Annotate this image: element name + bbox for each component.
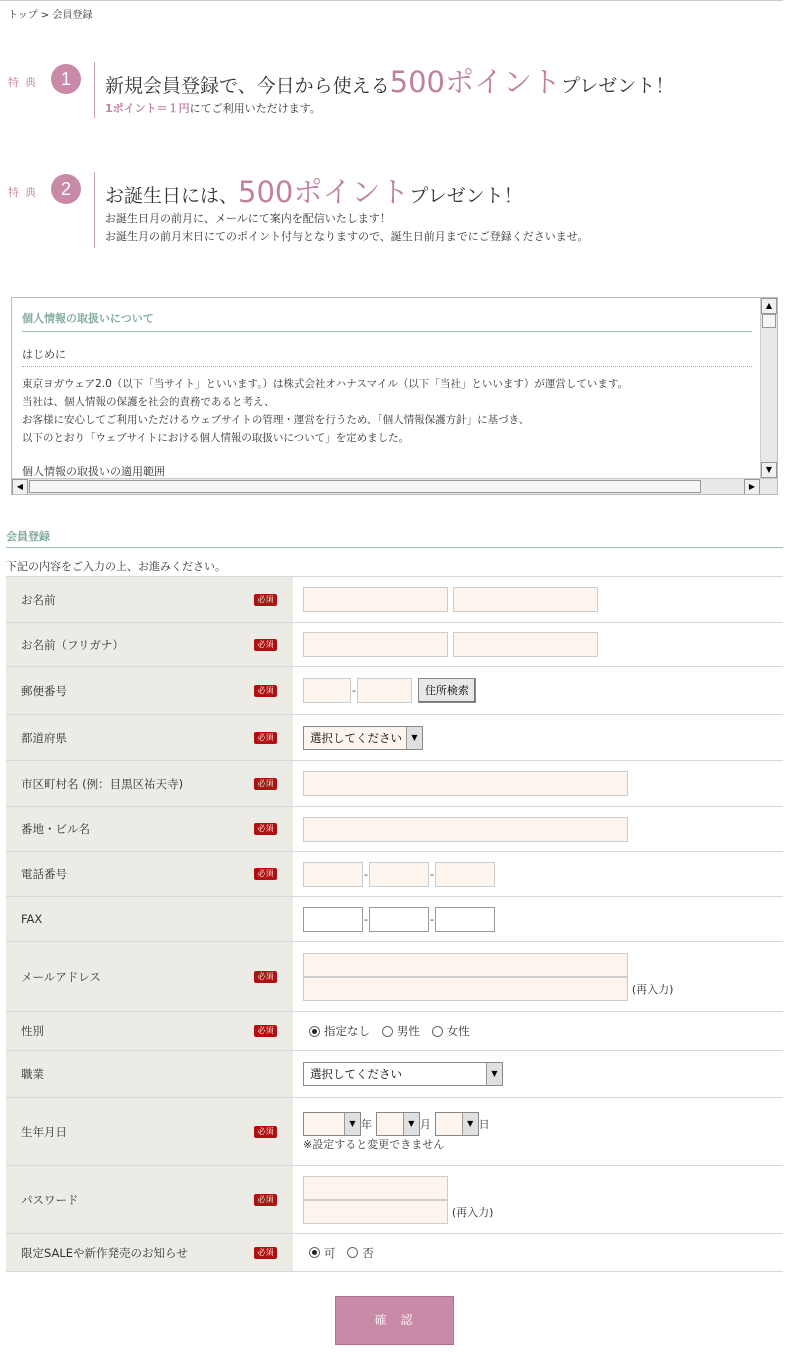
job-label: 職業 — [21, 1067, 44, 1081]
first-name-input[interactable] — [453, 587, 598, 612]
email-input[interactable] — [303, 953, 628, 977]
field-value-cell — [293, 1098, 783, 1166]
first-name-kana-input[interactable] — [453, 632, 598, 657]
reinput-note: (再入力) — [451, 1205, 494, 1219]
field-label-cell — [6, 623, 293, 667]
field-label-cell — [6, 1234, 293, 1272]
privacy-policy-content — [22, 310, 752, 479]
policy-section-heading: 個人情報の取扱いの適用範囲 — [22, 465, 165, 478]
registration-form — [6, 576, 783, 1272]
city-input[interactable] — [303, 771, 628, 796]
field-value-cell — [293, 623, 783, 667]
policy-paragraph — [22, 375, 752, 447]
benefit-line-1: お誕生日月の前月に、メールにて案内を配信いたします！ — [105, 212, 391, 225]
gender-female-label: 女性 — [446, 1024, 470, 1038]
field-label-cell — [6, 1166, 293, 1234]
tel-first-input[interactable] — [303, 862, 363, 887]
tel-dash: - — [364, 867, 368, 881]
benefit-heading-post: プレゼント！ — [409, 185, 523, 207]
policy-section-heading: はじめに — [22, 346, 752, 367]
gender-label: 性別 — [21, 1024, 44, 1038]
field-value-cell — [293, 577, 783, 623]
password-input[interactable] — [303, 1176, 448, 1200]
address-label: 番地・ビル名 — [21, 822, 90, 836]
field-value-cell — [293, 715, 783, 761]
gender-none-label: 指定なし — [324, 1024, 370, 1038]
scroll-right-icon[interactable]: ▶ — [744, 479, 760, 495]
field-value-cell — [293, 897, 783, 942]
zip-second-input[interactable] — [357, 678, 412, 703]
address-search-button[interactable]: 住所検索 — [418, 678, 476, 703]
benefit-line-2: お誕生月の前月末日にてのポイント付与となりますので、誕生日前月までにご登録くださいませ。 — [105, 230, 589, 243]
email-label: メールアドレス — [21, 969, 101, 984]
horizontal-scroll-thumb[interactable] — [29, 480, 701, 493]
field-value-cell — [293, 1234, 783, 1272]
privacy-policy-box[interactable] — [11, 297, 778, 495]
form-row-city — [6, 761, 783, 807]
policy-line: 当社は、個人情報の保護を社会的責務であると考え、 — [22, 396, 275, 408]
form-row-fax — [6, 897, 783, 942]
field-label-cell — [6, 761, 293, 807]
name-label: お名前 — [21, 592, 56, 607]
tel-dash: - — [430, 867, 434, 881]
form-row-job — [6, 1051, 783, 1098]
birth-day-unit: 日 — [478, 1117, 490, 1131]
field-value-cell — [293, 942, 783, 1012]
breadcrumb-separator: > — [40, 10, 50, 21]
field-label-cell — [6, 942, 293, 1012]
benefit-heading-post: プレゼント！ — [560, 75, 675, 97]
gender-none-radio[interactable] — [309, 1026, 320, 1037]
zip-label: 郵便番号 — [21, 683, 67, 698]
policy-line: 東京ヨガウェア2.0（以下「当サイト」といいます。）は株式会社オハナスマイル（以下「当社」といいます）が運営しています。 — [22, 378, 629, 390]
benefit-heading-pre: 新規会員登録で、今日から使える — [105, 75, 390, 97]
fax-label: FAX — [21, 912, 43, 926]
form-row-password — [6, 1166, 783, 1234]
birth-label: 生年月日 — [21, 1124, 67, 1139]
policy-line: お客様に安心してご利用いただけるウェブサイトの管理・運営を行うため、「個人情報保護方針」に基づき、 — [22, 414, 530, 426]
chevron-down-icon: ▼ — [406, 727, 422, 749]
field-value-cell — [293, 807, 783, 852]
email-confirm-input[interactable] — [303, 977, 628, 1001]
benefit-heading — [105, 170, 523, 211]
form-row-name — [6, 577, 783, 623]
benefit-divider — [94, 62, 95, 118]
tel-third-input[interactable] — [435, 862, 495, 887]
field-label-cell — [6, 1051, 293, 1098]
required-badge: 必須 — [254, 1126, 277, 1138]
birth-month-select[interactable] — [376, 1112, 420, 1136]
benefit-points: 500ポイント — [238, 175, 410, 209]
vertical-scroll-thumb[interactable] — [762, 314, 776, 328]
field-label-cell — [6, 667, 293, 715]
news-no-radio[interactable] — [347, 1247, 358, 1258]
job-select-value: 選択してください — [310, 1067, 402, 1081]
birth-note: ※設定すると変更できません — [303, 1137, 445, 1151]
field-value-cell — [293, 1166, 783, 1234]
field-value-cell — [293, 761, 783, 807]
city-label: 市区町村名 (例：目黒区祐天寺) — [21, 776, 184, 791]
form-section-divider — [6, 547, 783, 548]
news-yes-label: 可 — [324, 1245, 336, 1260]
gender-male-label: 男性 — [396, 1024, 420, 1038]
form-row-email — [6, 942, 783, 1012]
fax-first-input[interactable] — [303, 907, 363, 932]
benefit-number-badge: 1 — [51, 64, 81, 94]
required-badge: 必須 — [254, 1025, 277, 1037]
last-name-input[interactable] — [303, 587, 448, 612]
benefit-tag: 特典 — [8, 186, 42, 199]
kana-label: お名前（フリガナ） — [21, 637, 124, 652]
gender-male-radio[interactable] — [382, 1026, 393, 1037]
tel-label: 電話番号 — [21, 867, 67, 881]
prefecture-select-value: 選択してください — [310, 730, 402, 745]
zip-dash: - — [352, 684, 356, 697]
form-row-pref — [6, 715, 783, 761]
field-label-cell — [6, 852, 293, 897]
password-confirm-input[interactable] — [303, 1200, 448, 1224]
benefit-number-badge: 2 — [51, 174, 81, 204]
fax-third-input[interactable] — [435, 907, 495, 932]
birth-year-select[interactable] — [303, 1112, 361, 1136]
field-value-cell — [293, 667, 783, 715]
field-label-cell — [6, 1012, 293, 1051]
field-value-cell — [293, 1012, 783, 1051]
form-row-kana — [6, 623, 783, 667]
form-row-news — [6, 1234, 783, 1272]
required-badge: 必須 — [254, 685, 277, 697]
scroll-up-icon[interactable]: ▲ — [761, 298, 777, 314]
fax-second-input[interactable] — [369, 907, 429, 932]
scroll-left-icon[interactable]: ◀ — [12, 479, 28, 495]
required-badge: 必須 — [254, 868, 277, 880]
gender-female-radio[interactable] — [432, 1026, 443, 1037]
field-label-cell — [6, 807, 293, 852]
news-no-label: 否 — [362, 1245, 374, 1260]
form-row-tel — [6, 852, 783, 897]
reinput-note: (再入力) — [631, 982, 674, 996]
benefit-subtext — [105, 210, 588, 246]
privacy-policy-title: 個人情報の取扱いについて — [22, 310, 752, 332]
field-label-cell — [6, 1098, 293, 1166]
field-label-cell — [6, 897, 293, 942]
zip-first-input[interactable] — [303, 678, 351, 703]
benefit-divider — [94, 172, 95, 248]
birth-day-select[interactable] — [435, 1112, 479, 1136]
confirm-button[interactable]: 確認 — [335, 1296, 454, 1345]
benefit-tag: 特典 — [8, 76, 42, 89]
required-badge: 必須 — [254, 732, 277, 744]
field-value-cell — [293, 1051, 783, 1098]
breadcrumb-current: 会員登録 — [52, 10, 93, 21]
benefit-heading-pre: お誕生日には、 — [105, 185, 239, 207]
job-select[interactable] — [303, 1062, 503, 1086]
news-label: 限定SALEや新作発売のお知らせ — [21, 1245, 188, 1260]
benefit-heading — [105, 60, 674, 101]
chevron-down-icon: ▼ — [403, 1113, 419, 1135]
form-row-zip — [6, 667, 783, 715]
tel-second-input[interactable] — [369, 862, 429, 887]
horizontal-scrollbar[interactable] — [12, 478, 777, 494]
scroll-down-icon[interactable]: ▼ — [761, 462, 777, 478]
password-label: パスワード — [21, 1192, 79, 1207]
vertical-scrollbar[interactable] — [760, 298, 777, 478]
point-rate: 1ポイント＝１円 — [105, 102, 190, 115]
required-badge: 必須 — [254, 594, 277, 606]
required-badge: 必須 — [254, 1194, 277, 1206]
form-row-birth — [6, 1098, 783, 1166]
field-label-cell — [6, 577, 293, 623]
birth-month-unit: 月 — [419, 1117, 431, 1131]
benefit-subtext — [105, 100, 321, 118]
address-input[interactable] — [303, 817, 628, 842]
last-name-kana-input[interactable] — [303, 632, 448, 657]
chevron-down-icon: ▼ — [486, 1063, 502, 1085]
point-rate-note: にてご利用いただけます。 — [189, 102, 321, 115]
chevron-down-icon: ▼ — [344, 1113, 360, 1135]
fax-dash: - — [364, 912, 368, 926]
news-yes-radio[interactable] — [309, 1247, 320, 1258]
form-intro: 下記の内容をご入力の上、お進みください。 — [6, 560, 226, 573]
required-badge: 必須 — [254, 823, 277, 835]
fax-dash: - — [430, 912, 434, 926]
form-row-gender — [6, 1012, 783, 1051]
prefecture-select[interactable] — [303, 726, 423, 750]
breadcrumb-home-link[interactable]: トップ — [8, 10, 38, 21]
field-value-cell — [293, 852, 783, 897]
pref-label: 都道府県 — [21, 730, 67, 745]
breadcrumb — [8, 6, 92, 21]
form-section-title: 会員登録 — [6, 530, 50, 543]
required-badge: 必須 — [254, 971, 277, 983]
top-divider — [0, 0, 783, 1]
birth-year-unit: 年 — [361, 1117, 372, 1131]
policy-line: 以下のとおり「ウェブサイトにおける個人情報の取扱いについて」を定めました。 — [22, 432, 410, 444]
form-row-address — [6, 807, 783, 852]
required-badge: 必須 — [254, 1247, 277, 1259]
field-label-cell — [6, 715, 293, 761]
benefit-points: 500ポイント — [389, 65, 561, 99]
chevron-down-icon: ▼ — [462, 1113, 478, 1135]
required-badge: 必須 — [254, 778, 277, 790]
required-badge: 必須 — [254, 639, 277, 651]
